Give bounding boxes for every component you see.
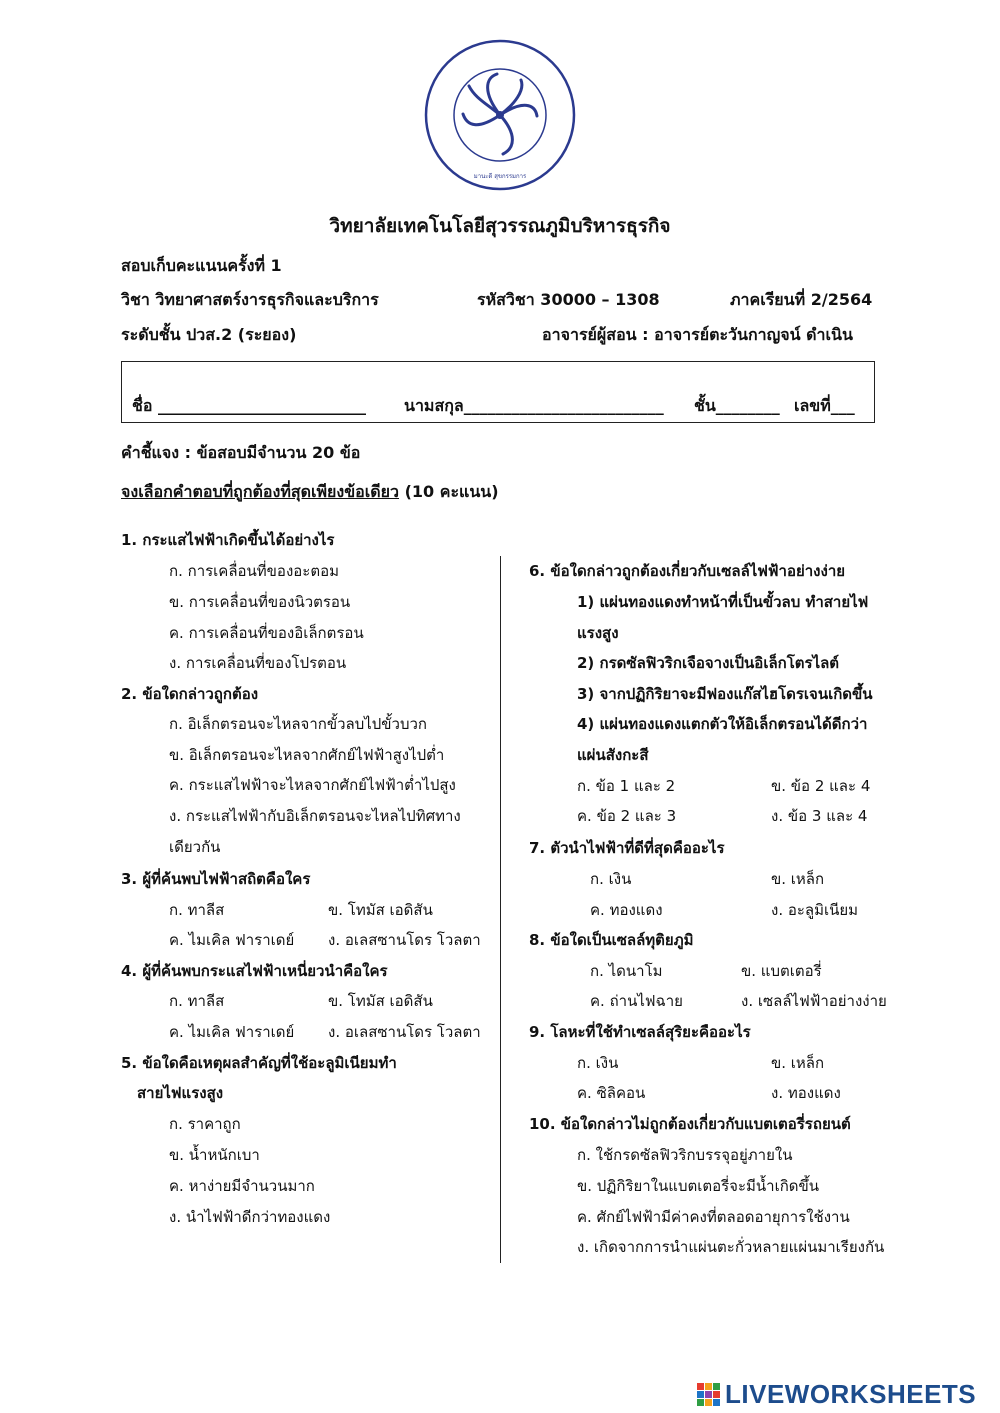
liveworksheets-logo[interactable] <box>697 1378 976 1410</box>
subject-name: วิชา วิทยาศาสตร์งารธุรกิจและบริการ <box>121 290 379 309</box>
question-8: 8. ข้อใดเป็นเซลล์ทุติยภูมิ <box>529 931 694 949</box>
svg-text:มานะดี สุขกรรมการ: มานะดี สุขกรรมการ <box>473 173 527 180</box>
q6-choice-d[interactable]: ง. ข้อ 3 และ 4 <box>771 807 868 825</box>
class-level: ระดับชั้น ปวส.2 (ระยอง) <box>121 325 297 344</box>
instructions-score: (10 คะแนน) <box>399 482 499 501</box>
question-9: 9. โลหะที่ใช้ทำเซลล์สุริยะคืออะไร <box>529 1023 751 1041</box>
q2-choice-c[interactable]: ค. กระแสไฟฟ้าจะไหลจากศักย์ไฟฟ้าต่ำไปสูง <box>169 776 456 794</box>
q6-statement-1: 1) แผ่นทองแดงทำหน้าที่เป็นขั้วลบ ทำสายไฟ <box>577 593 869 611</box>
q2-choice-d-cont: เดียวกัน <box>169 838 221 856</box>
q7-choice-c[interactable]: ค. ทองแดง <box>590 901 663 919</box>
question-10: 10. ข้อใดกล่าวไม่ถูกต้องเกี่ยวกับแบตเตอรี่รถยนต์ <box>529 1115 851 1133</box>
liveworksheets-grid-icon <box>697 1383 720 1406</box>
q6-statement-2: 2) กรดซัลฟิวริกเจือจางเป็นอิเล็กโตรไลต์ <box>577 654 840 672</box>
subject-code: รหัสวิชา 30000 – 1308 <box>477 290 660 309</box>
q9-choice-a[interactable]: ก. เงิน <box>577 1054 619 1072</box>
class-field[interactable]: ชั้น________ <box>694 396 780 415</box>
q8-choice-b[interactable]: ข. แบตเตอรี่ <box>741 962 822 980</box>
college-seal-logo <box>423 38 577 192</box>
college-title: วิทยาลัยเทคโนโลยีสุวรรณภูมิบริหารธุรกิจ <box>329 215 671 237</box>
q5-choice-a[interactable]: ก. ราคาถูก <box>169 1115 241 1133</box>
q7-choice-b[interactable]: ข. เหล็ก <box>771 870 825 888</box>
q1-choice-d[interactable]: ง. การเคลื่อนที่ของโปรตอน <box>169 654 347 672</box>
liveworksheets-wordmark: LIVEWORKSHEETS <box>725 1378 977 1409</box>
number-field[interactable]: เลขที่___ <box>794 396 855 415</box>
q1-choice-b[interactable]: ข. การเคลื่อนที่ของนิวตรอน <box>169 593 351 611</box>
q10-choice-c[interactable]: ค. ศักย์ไฟฟ้ามีค่าคงที่ตลอดอายุการใช้งาน <box>577 1208 850 1226</box>
q6-statement-4-cont: แผ่นสังกะสี <box>577 746 649 764</box>
q10-choice-d[interactable]: ง. เกิดจากการนำแผ่นตะกั่วหลายแผ่นมาเรียงกัน <box>577 1238 885 1256</box>
question-7: 7. ตัวนำไฟฟ้าที่ดีที่สุดคืออะไร <box>529 839 725 857</box>
q6-statement-4: 4) แผ่นทองแดงแตกตัวให้อิเล็กตรอนได้ดีกว่า <box>577 715 868 733</box>
surname-field[interactable]: นามสกุล_________________________ <box>404 396 664 415</box>
q6-statement-3: 3) จากปฏิกิริยาจะมีฟองแก๊สไฮโดรเจนเกิดขึ้น <box>577 685 873 703</box>
question-5: 5. ข้อใดคือเหตุผลสำคัญที่ใช้อะลูมิเนียมทำ <box>121 1054 397 1072</box>
question-1: 1. กระแสไฟฟ้าเกิดขึ้นได้อย่างไร <box>121 531 335 549</box>
q6-choice-b[interactable]: ข. ข้อ 2 และ 4 <box>771 777 871 795</box>
column-divider <box>500 556 501 1263</box>
q3-choice-a[interactable]: ก. ทาลีส <box>169 901 225 919</box>
q5-choice-b[interactable]: ข. น้ำหนักเบา <box>169 1146 260 1164</box>
q6-choice-c[interactable]: ค. ข้อ 2 และ 3 <box>577 807 677 825</box>
q4-choice-d[interactable]: ง. อเลสซานโดร โวลตา <box>328 1023 481 1041</box>
q10-choice-a[interactable]: ก. ใช้กรดซัลฟิวริกบรรจุอยู่ภายใน <box>577 1146 793 1164</box>
instructions-directive <box>121 481 499 503</box>
q2-choice-d[interactable]: ง. กระแสไฟฟ้ากับอิเล็กตรอนจะไหลไปทิศทาง <box>169 807 461 825</box>
q1-choice-a[interactable]: ก. การเคลื่อนที่ของอะตอม <box>169 562 339 580</box>
question-4: 4. ผู้ที่ค้นพบกระแสไฟฟ้าเหนี่ยวนำคือใคร <box>121 962 388 980</box>
term: ภาคเรียนที่ 2/2564 <box>730 290 873 309</box>
q2-choice-b[interactable]: ข. อิเล็กตรอนจะไหลจากศักย์ไฟฟ้าสูงไปต่ำ <box>169 746 445 764</box>
question-2: 2. ข้อใดกล่าวถูกต้อง <box>121 685 259 703</box>
q5-choice-d[interactable]: ง. นำไฟฟ้าดีกว่าทองแดง <box>169 1208 331 1226</box>
q9-choice-d[interactable]: ง. ทองแดง <box>771 1084 841 1102</box>
name-field[interactable]: ชื่อ __________________________ <box>132 396 367 415</box>
question-6: 6. ข้อใดกล่าวถูกต้องเกี่ยวกับเซลล์ไฟฟ้าอย่างง่าย <box>529 562 846 580</box>
q4-choice-a[interactable]: ก. ทาลีส <box>169 992 225 1010</box>
q7-choice-d[interactable]: ง. อะลูมิเนียม <box>771 901 859 919</box>
question-5-cont: สายไฟแรงสูง <box>137 1084 224 1102</box>
q8-choice-d[interactable]: ง. เซลล์ไฟฟ้าอย่างง่าย <box>741 992 887 1010</box>
q10-choice-b[interactable]: ข. ปฏิกิริยาในแบตเตอรี่จะมีน้ำเกิดขึ้น <box>577 1177 820 1195</box>
q1-choice-c[interactable]: ค. การเคลื่อนที่ของอิเล็กตรอน <box>169 624 364 642</box>
q3-choice-c[interactable]: ค. ไมเคิล ฟาราเดย์ <box>169 931 295 949</box>
q6-statement-1-cont: แรงสูง <box>577 624 619 642</box>
q5-choice-c[interactable]: ค. หาง่ายมีจำนวนมาก <box>169 1177 315 1195</box>
q3-choice-d[interactable]: ง. อเลสซานโดร โวลตา <box>328 931 481 949</box>
q4-choice-c[interactable]: ค. ไมเคิล ฟาราเดย์ <box>169 1023 295 1041</box>
q9-choice-c[interactable]: ค. ซิลิคอน <box>577 1084 646 1102</box>
instructions-underlined: จงเลือกคำตอบที่ถูกต้องที่สุดเพียงข้อเดียว <box>121 482 400 501</box>
q3-choice-b[interactable]: ข. โทมัส เอดิสัน <box>328 901 433 919</box>
question-3: 3. ผู้ที่ค้นพบไฟฟ้าสถิตคือใคร <box>121 870 311 888</box>
q8-choice-a[interactable]: ก. ไดนาโม <box>590 962 663 980</box>
teacher-name: อาจารย์ผู้สอน : อาจารย์ตะวันกาญจน์ ดำเนิน <box>542 325 853 344</box>
q8-choice-c[interactable]: ค. ถ่านไฟฉาย <box>590 992 683 1010</box>
q4-choice-b[interactable]: ข. โทมัส เอดิสัน <box>328 992 433 1010</box>
q2-choice-a[interactable]: ก. อิเล็กตรอนจะไหลจากขั้วลบไปขั้วบวก <box>169 715 428 733</box>
exam-title: สอบเก็บคะแนนครั้งที่ 1 <box>121 256 282 275</box>
q7-choice-a[interactable]: ก. เงิน <box>590 870 632 888</box>
q6-choice-a[interactable]: ก. ข้อ 1 และ 2 <box>577 777 676 795</box>
instructions-line: คำชี้แจง : ข้อสอบมีจำนวน 20 ข้อ <box>121 443 361 462</box>
q9-choice-b[interactable]: ข. เหล็ก <box>771 1054 825 1072</box>
